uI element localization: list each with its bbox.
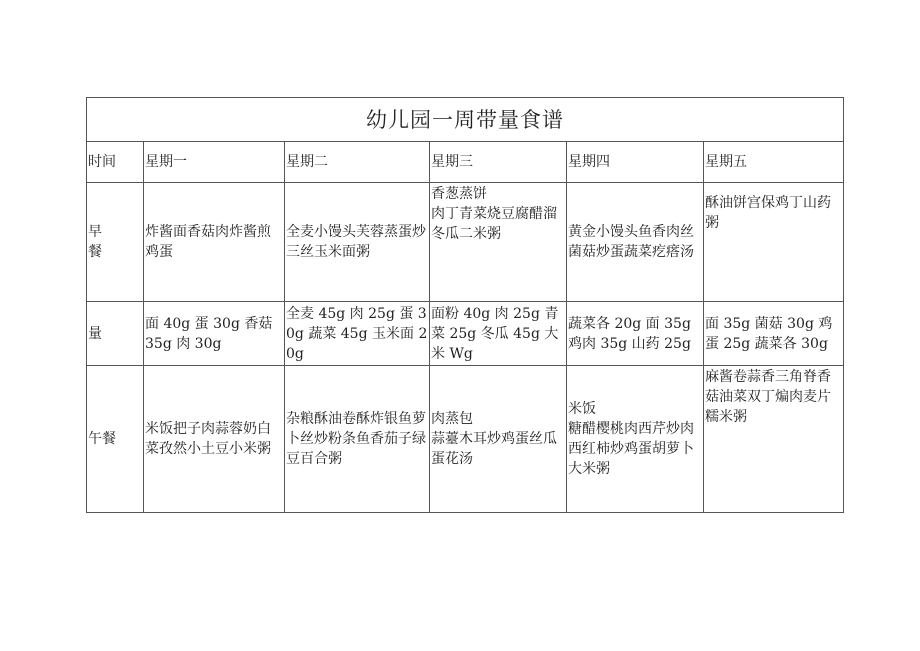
header-thursday: 星期四 (567, 142, 704, 183)
amount-tuesday: 全麦 45g 肉 25g 蛋 30g 蔬菜 45g 玉米面 20g (285, 302, 430, 366)
amount-row (87, 302, 844, 366)
lunch-tuesday: 杂粮酥油卷酥炸银鱼萝卜丝炒粉条鱼香茄子绿豆百合粥 (285, 366, 430, 513)
title-row (87, 98, 844, 142)
breakfast-tuesday: 全麦小馒头芙蓉蒸蛋炒三丝玉米面粥 (285, 183, 430, 302)
amount-wednesday: 面粉 40g 肉 25g 青菜 25g 冬瓜 45g 大米 Wg (430, 302, 567, 366)
header-row (87, 142, 844, 183)
header-friday: 星期五 (704, 142, 844, 183)
lunch-label: 午餐 (87, 366, 144, 513)
lunch-wednesday: 肉蒸包 蒜薹木耳炒鸡蛋丝瓜蛋花汤 (430, 366, 567, 513)
amount-monday: 面 40g 蛋 30g 香菇 35g 肉 30g (144, 302, 285, 366)
weekly-menu-table (86, 97, 844, 513)
breakfast-label: 早 餐 (87, 183, 144, 302)
header-monday: 星期一 (144, 142, 285, 183)
breakfast-row (87, 183, 844, 302)
lunch-row (87, 366, 844, 513)
amount-thursday: 蔬菜各 20g 面 35g 鸡肉 35g 山药 25g (567, 302, 704, 366)
lunch-friday: 麻酱卷蒜香三角脊香菇油菜双丁煸肉麦片糯米粥 (704, 366, 844, 513)
breakfast-wednesday: 香葱蒸饼 肉丁青菜烧豆腐醋溜冬瓜二米粥 (430, 183, 567, 302)
header-tuesday: 星期二 (285, 142, 430, 183)
breakfast-monday: 炸酱面香菇肉炸酱煎鸡蛋 (144, 183, 285, 302)
amount-label: 量 (87, 302, 144, 366)
lunch-monday: 米饭把子肉蒜蓉奶白菜孜然小土豆小米粥 (144, 366, 285, 513)
header-wednesday: 星期三 (430, 142, 567, 183)
menu-title: 幼儿园一周带量食谱 (87, 98, 844, 142)
header-time: 时间 (87, 142, 144, 183)
breakfast-friday: 酥油饼宫保鸡丁山药粥 (704, 183, 844, 302)
amount-friday: 面 35g 菌菇 30g 鸡蛋 25g 蔬菜各 30g (704, 302, 844, 366)
breakfast-thursday: 黄金小馒头鱼香肉丝菌菇炒蛋蔬菜疙瘩汤 (567, 183, 704, 302)
lunch-thursday: 米饭 糖醋樱桃肉西芹炒肉西红柿炒鸡蛋胡萝卜大米粥 (567, 366, 704, 513)
